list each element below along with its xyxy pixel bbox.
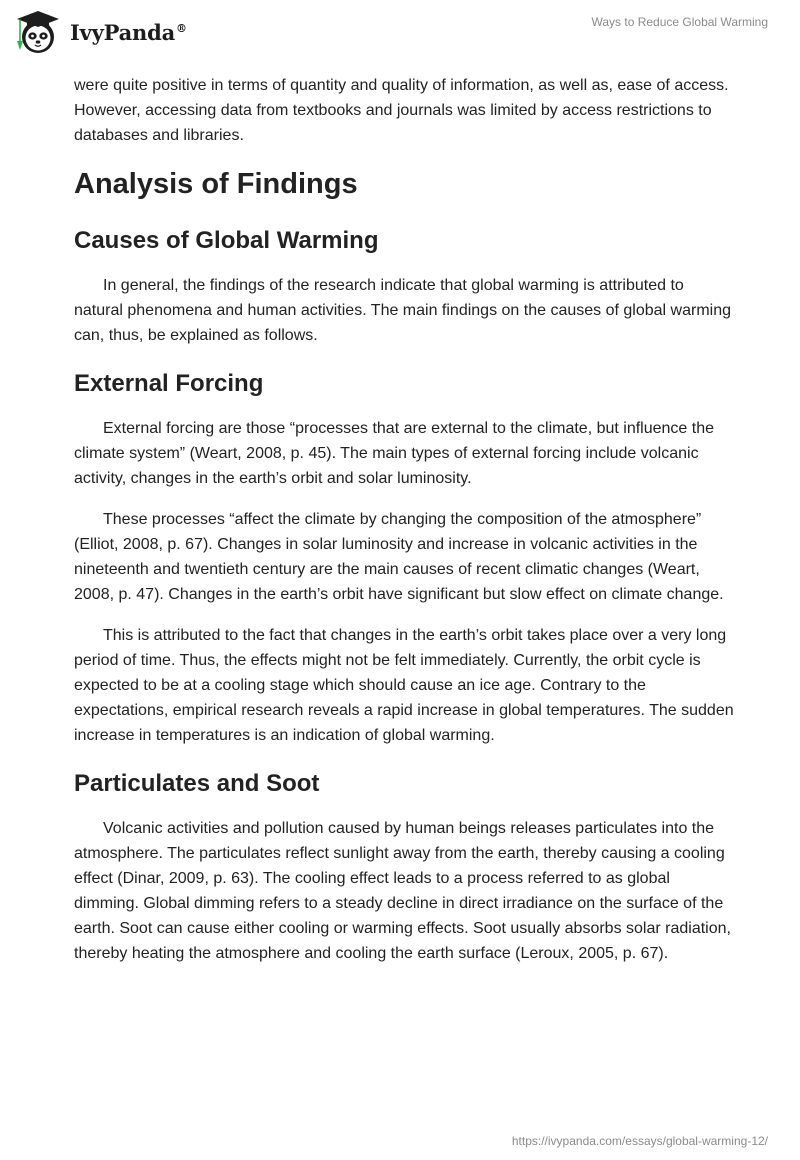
subsection-heading: External Forcing bbox=[74, 370, 264, 397]
paragraph: Volcanic activities and pollution caused by human beings releases particulates into the atmosphere. The particulates reflect sunlight away from the earth, thereby causing a cooling effect (Dinar, 2009, p. 63). The cooling effect leads to a process referred to as global dimming. Global dimming refers to a steady decline in direct irradiance on the surface of the earth. Soot can cause either cooling or warming effects. Soot usually absorbs solar radiation, thereby heating the atmosphere and cooling the earth surface (Leroux, 2005, p. 67). bbox=[74, 820, 731, 962]
panda-logo-icon bbox=[14, 8, 64, 56]
brand-name: IvyPanda® bbox=[70, 19, 187, 45]
essay-body bbox=[74, 73, 734, 982]
subsection-heading: Particulates and Soot bbox=[74, 770, 320, 797]
subsection-heading: Causes of Global Warming bbox=[74, 227, 379, 254]
intro-paragraph: were quite positive in terms of quantity and quality of information, as well as, ease of access. However, accessing data from textbooks and journals was limited by access restrictions to databases and libraries. bbox=[74, 77, 729, 144]
paragraph: In general, the findings of the research indicate that global warming is attributed to natural phenomena and human activities. The main findings on the causes of global warming can, thus, be explained as follows. bbox=[74, 277, 731, 344]
document-title: Ways to Reduce Global Warming bbox=[591, 15, 768, 29]
paragraph: External forcing are those “processes that are external to the climate, but influence the climate system” (Weart, 2008, p. 45). The main types of external forcing include volcanic activity, changes in the earth’s orbit and solar luminosity. bbox=[74, 420, 714, 487]
page-header bbox=[0, 0, 800, 64]
source-url[interactable]: https://ivypanda.com/essays/global-warming-12/ bbox=[511, 1134, 768, 1148]
ivypanda-logo[interactable] bbox=[14, 8, 187, 56]
paragraph: These processes “affect the climate by changing the composition of the atmosphere” (Elliot, 2008, p. 67). Changes in solar luminosity and increase in volcanic activities in the nineteenth and twentieth century are the main causes of recent climatic changes (Weart, 2008, p. 47). Changes in the earth’s orbit have significant but slow effect on climate change. bbox=[74, 511, 724, 603]
paragraph: This is attributed to the fact that changes in the earth’s orbit takes place over a very long period of time. Thus, the effects might not be felt immediately. Currently, the orbit cycle is expected to be at a cooling stage which should cause an ice age. Contrary to the expectations, empirical research reveals a rapid increase in global temperatures. The sudden increase in temperatures is an indication of global warming. bbox=[74, 627, 734, 744]
section-title: Analysis of Findings bbox=[74, 168, 358, 200]
